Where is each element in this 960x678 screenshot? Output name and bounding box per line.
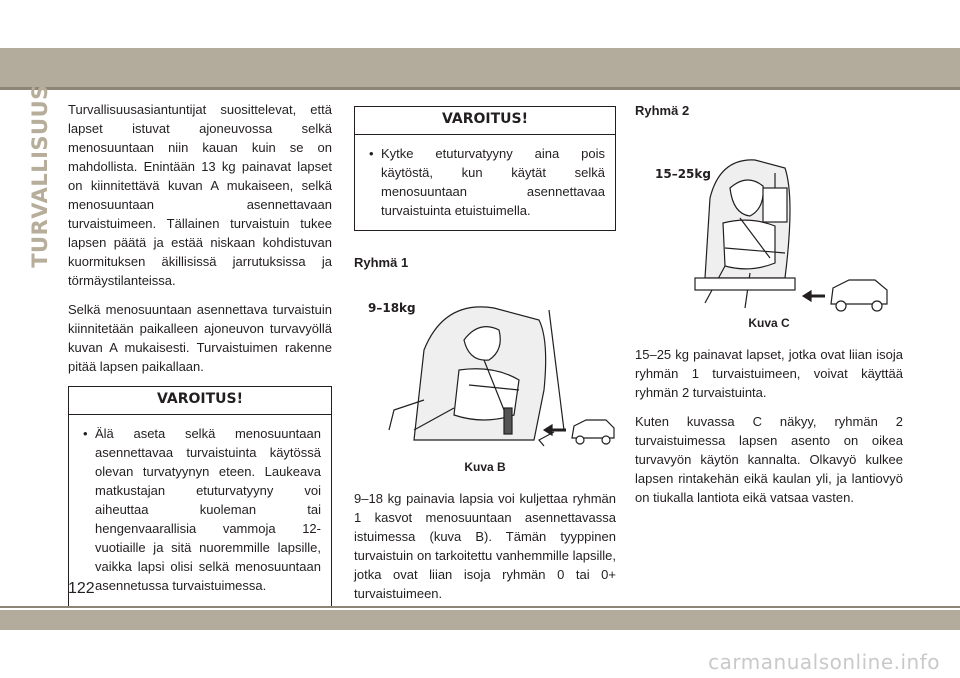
footer-band [0, 610, 960, 630]
warning-title: VAROITUS! [355, 107, 615, 135]
figure-b [354, 280, 616, 477]
child-seat-illustration [354, 280, 616, 458]
page-number: 122 [68, 580, 95, 597]
header-rule [0, 87, 960, 90]
section-heading: Ryhmä 2 [635, 103, 690, 118]
warning-text: Kytke etuturvatyyny aina pois käytöstä, kun käytät selkä menosuuntaan asennettavaa turvaistuinta etuistuimella. [381, 146, 605, 218]
warning-box [354, 106, 616, 231]
booster-seat-illustration [635, 128, 903, 314]
warning-title: VAROITUS! [69, 387, 331, 415]
footer-rule [0, 606, 960, 608]
section-label-text: TURVALLISUUS [28, 84, 52, 268]
paragraph: Kuten kuvassa C näkyy, ryhmän 2 turvaistuimessa lapsen asento on oikea turvavyön käytön kannalta. Olkavyö kulkee lapsen rintakehän eikä kaulan yli, ja lantiovyö on tiukalla lantiota eikä vatsaa vasten. [635, 414, 903, 505]
header-band [0, 48, 960, 87]
paragraph: Selkä menosuuntaan asennettava turvaistuin kiinnitetään paikalleen ajoneuvon turvavyöllä kuvan A mukaisesti. Turvaistuimen rakenne pitää lapsen paikallaan. [68, 302, 332, 374]
paragraph: 9–18 kg painavia lapsia voi kuljettaa ryhmän 1 kasvot menosuuntaan asennettavassa istuimessa (kuva B). Tämän tyyppinen turvaistuin on tarkoitettu vanhemmille lapsille, jotka ovat liian isoja ryhmän 0 tai 0+ turvaistuimeen. [354, 491, 616, 601]
figure-label: 9–18kg [368, 301, 416, 315]
figure-caption: Kuva B [464, 460, 506, 474]
section-label [26, 84, 54, 268]
bullet-icon: • [369, 146, 374, 161]
figure-caption: Kuva C [748, 316, 790, 330]
paragraph: 15–25 kg painavat lapset, jotka ovat liian isoja ryhmän 1 turvaistuimeen, voivat käyttää ryhmän 2 turvaistuinta. [635, 347, 903, 400]
warning-text: Älä aseta selkä menosuuntaan asennettavaa turvaistuinta käytössä olevan turvatyynyn eteen. Laukeava matkustajan etuturvatyyny voi aiheuttaa kuoleman tai hengenvaarallisia vammoja 12-vuotiaille ja sitä nuoremmille lapsille, vaikka lapsi olisi selkä menosuuntaan asennetussa turvaistuimessa. [95, 426, 321, 593]
warning-body [355, 135, 615, 230]
figure-c [635, 128, 903, 333]
bullet-icon: • [83, 426, 88, 441]
warning-item [83, 424, 321, 595]
watermark: carmanualsonline.info [708, 650, 940, 674]
column-2 [354, 100, 616, 613]
section-heading: Ryhmä 1 [354, 255, 409, 270]
figure-label: 15–25kg [655, 167, 711, 181]
warning-body [69, 415, 331, 607]
warning-item [369, 144, 605, 220]
paragraph: Turvallisuusasiantuntijat suosittelevat, että lapset istuvat ajoneuvossa selkä menosuuntaan niin kauan kuin se on mahdollista. Enintään 13 kg painavat lapset on kiinnitettävä kuvan A mukaiseen, selkä menosuuntaan asennettavaan turvaistuimeen. Tällainen turvaistuin tukee lapsen päätä ja estää niskaan kohdistuvan kuormituksen äkillisissä jarrutuksissa ja törmäystilanteissa. [68, 102, 332, 288]
warning-box [68, 386, 332, 608]
column-3 [635, 101, 903, 517]
column-1 [68, 100, 332, 608]
